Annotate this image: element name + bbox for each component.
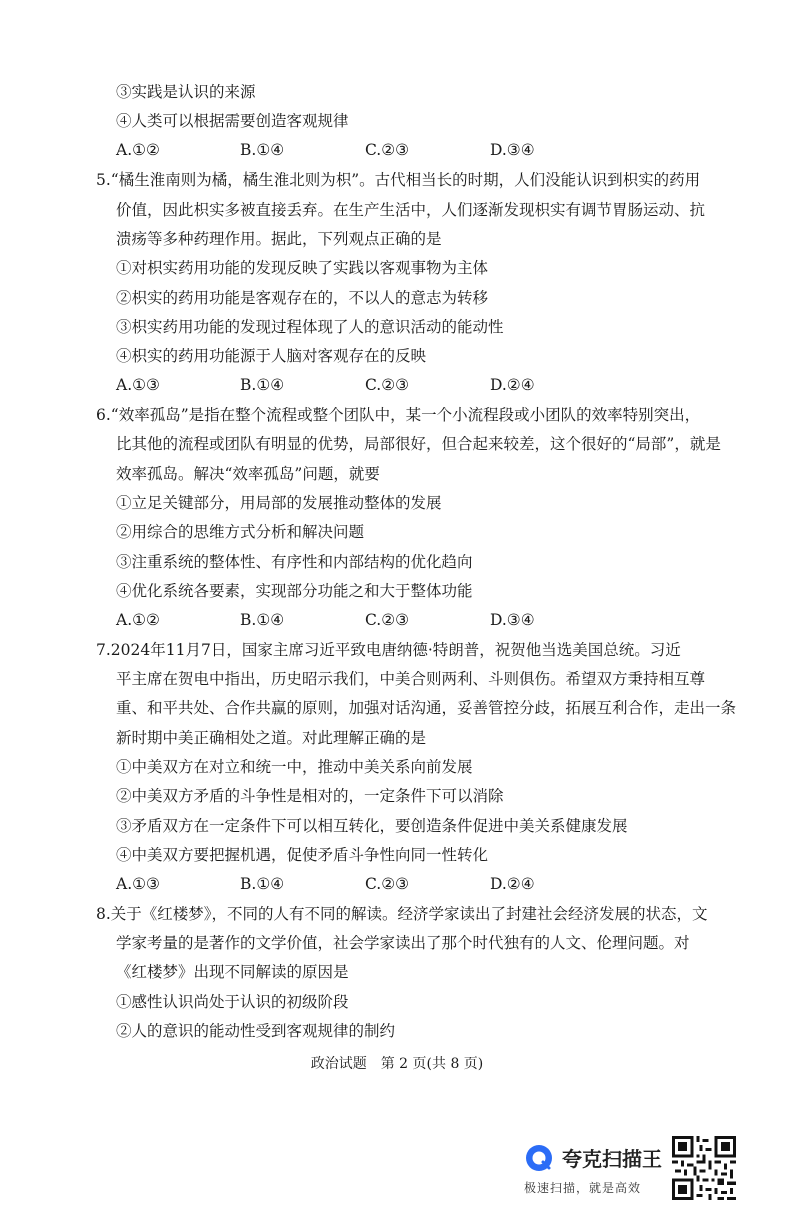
q5-option-b: B.①④ bbox=[240, 376, 285, 394]
quark-logo-icon bbox=[524, 1143, 554, 1173]
q6-stem-line-3: 效率孤岛。解决“效率孤岛”问题，就要 bbox=[116, 465, 380, 483]
page-footer: 政治试题 第 2 页(共 8 页) bbox=[310, 1056, 484, 1072]
q5-statement-2: ②枳实的药用功能是客观存在的，不以人的意志为转移 bbox=[116, 289, 489, 307]
q4-option-d: D.③④ bbox=[490, 141, 535, 159]
brand-slogan: 极速扫描，就是高效 bbox=[524, 1181, 642, 1195]
q8-stem-line-2: 学家考量的是著作的文学价值，社会学家读出了那个时代独有的人文、伦理问题。对 bbox=[116, 934, 690, 952]
q4-statement-3: ③实践是认识的来源 bbox=[116, 83, 256, 101]
q7-statement-2: ②中美双方矛盾的斗争性是相对的，一定条件下可以消除 bbox=[116, 787, 504, 805]
q6-stem-line-1: 6.“效率孤岛”是指在整个流程或整个团队中，某一个小流程段或小团队的效率特别突出， bbox=[96, 406, 701, 424]
q5-stem-line-2: 价值，因此枳实多被直接丢弃。在生产生活中，人们逐渐发现枳实有调节胃肠运动、抗 bbox=[116, 201, 706, 219]
q4-option-b: B.①④ bbox=[240, 141, 285, 159]
q7-option-c: C.②③ bbox=[365, 875, 410, 893]
q5-statement-4: ④枳实的药用功能源于人脑对客观存在的反映 bbox=[116, 347, 427, 365]
scanner-brand bbox=[524, 1141, 674, 1197]
q7-option-a: A.①③ bbox=[116, 875, 160, 893]
q8-stem-line-3: 《红楼梦》出现不同解读的原因是 bbox=[116, 963, 349, 981]
q8-statement-1: ①感性认识尚处于认识的初级阶段 bbox=[116, 993, 349, 1011]
q5-option-d: D.②④ bbox=[490, 376, 535, 394]
q7-stem-line-3: 重、和平共处、合作共赢的原则，加强对话沟通，妥善管控分歧，拓展互利合作，走出一条 bbox=[116, 699, 737, 717]
q7-stem-line-1: 7.2024年11月7日，国家主席习近平致电唐纳德·特朗普，祝贺他当选美国总统。习近 bbox=[96, 641, 681, 659]
q8-statement-2: ②人的意识的能动性受到客观规律的制约 bbox=[116, 1022, 396, 1040]
q6-statement-4: ④优化系统各要素，实现部分功能之和大于整体功能 bbox=[116, 582, 473, 600]
q5-stem-line-3: 溃疡等多种药理作用。据此，下列观点正确的是 bbox=[116, 230, 442, 248]
q4-option-a: A.①② bbox=[116, 141, 160, 159]
q7-statement-4: ④中美双方要把握机遇，促使矛盾斗争性向同一性转化 bbox=[116, 846, 489, 864]
q6-option-b: B.①④ bbox=[240, 611, 285, 629]
q7-stem-line-4: 新时期中美正确相处之道。对此理解正确的是 bbox=[116, 729, 427, 747]
q6-option-c: C.②③ bbox=[365, 611, 410, 629]
q5-option-c: C.②③ bbox=[365, 376, 410, 394]
q6-statement-2: ②用综合的思维方式分析和解决问题 bbox=[116, 523, 365, 541]
q7-statement-1: ①中美双方在对立和统一中，推动中美关系向前发展 bbox=[116, 758, 473, 776]
q4-statement-4: ④人类可以根据需要创造客观规律 bbox=[116, 112, 349, 130]
q7-option-d: D.②④ bbox=[490, 875, 535, 893]
brand-name: 夸克扫描王 bbox=[562, 1147, 662, 1171]
q7-option-b: B.①④ bbox=[240, 875, 285, 893]
q5-option-a: A.①③ bbox=[116, 376, 160, 394]
q6-stem-line-2: 比其他的流程或团队有明显的优势，局部很好，但合起来较差，这个很好的“局部”，就是 bbox=[116, 435, 721, 453]
qr-code-icon bbox=[672, 1136, 736, 1200]
q6-statement-1: ①立足关键部分，用局部的发展推动整体的发展 bbox=[116, 494, 442, 512]
q7-stem-line-2: 平主席在贺电中指出，历史昭示我们，中美合则两利、斗则俱伤。希望双方秉持相互尊 bbox=[116, 670, 706, 688]
q6-option-d: D.③④ bbox=[490, 611, 535, 629]
q5-statement-3: ③枳实药用功能的发现过程体现了人的意识活动的能动性 bbox=[116, 318, 504, 336]
q5-statement-1: ①对枳实药用功能的发现反映了实践以客观事物为主体 bbox=[116, 259, 489, 277]
q6-statement-3: ③注重系统的整体性、有序性和内部结构的优化趋向 bbox=[116, 553, 473, 571]
q5-stem-line-1: 5.“橘生淮南则为橘，橘生淮北则为枳”。古代相当长的时期，人们没能认识到枳实的药用 bbox=[96, 171, 701, 189]
q8-stem-line-1: 8.关于《红楼梦》，不同的人有不同的解读。经济学家读出了封建社会经济发展的状态，文 bbox=[96, 905, 708, 923]
q4-option-c: C.②③ bbox=[365, 141, 410, 159]
q7-statement-3: ③矛盾双方在一定条件下可以相互转化，要创造条件促进中美关系健康发展 bbox=[116, 817, 628, 835]
q6-option-a: A.①② bbox=[116, 611, 160, 629]
